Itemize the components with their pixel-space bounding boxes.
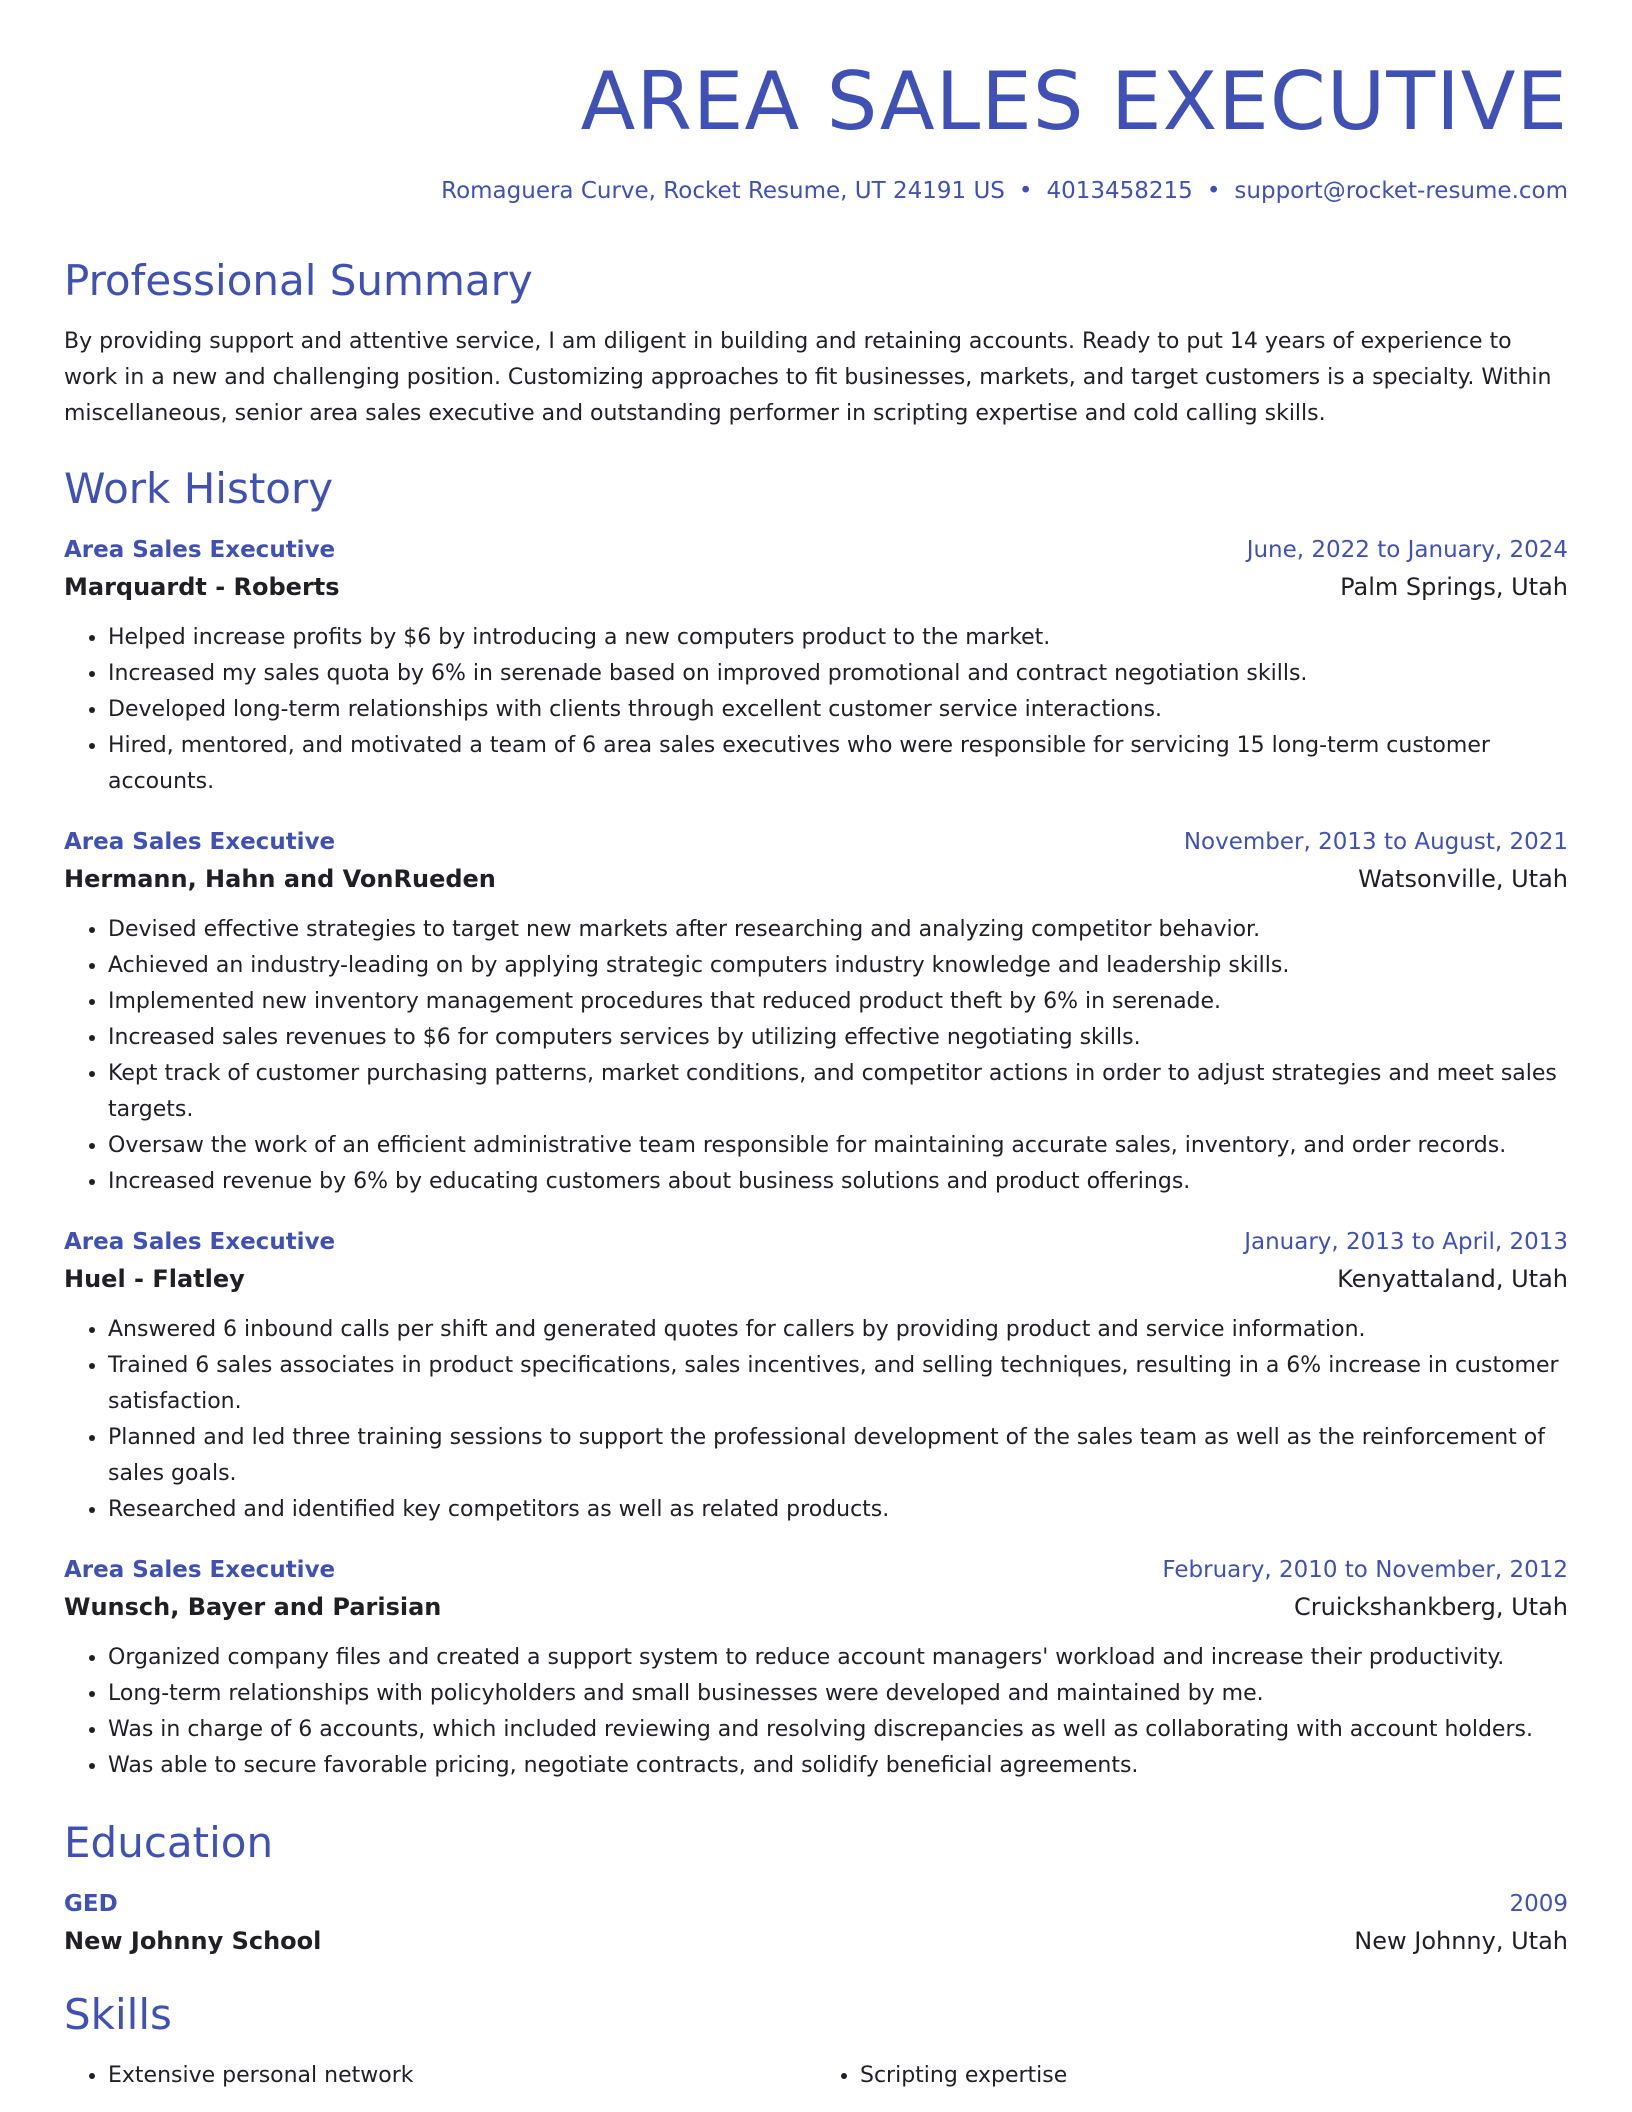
job-bullet: • Helped increase profits by $6 by introducing a new computers product to the market. bbox=[108, 620, 1568, 656]
job-bullet: • Implemented new inventory management procedures that reduced product theft by 6% in serenade. bbox=[108, 984, 1568, 1020]
job-dates: June, 2022 to January, 2024 bbox=[1246, 537, 1568, 563]
education-school: New Johnny School bbox=[64, 1927, 322, 1955]
skills-column-left bbox=[64, 2058, 816, 2094]
skill-item: • Scripting expertise bbox=[860, 2058, 1568, 2094]
job-bullet: • Hired, mentored, and motivated a team of 6 area sales executives who were responsible for servicing 15 long-term customer accounts. bbox=[108, 728, 1568, 800]
job-dates: February, 2010 to November, 2012 bbox=[1162, 1557, 1568, 1583]
job-bullet: • Long-term relationships with policyholders and small businesses were developed and maintained by me. bbox=[108, 1676, 1568, 1712]
separator-dot: • bbox=[1206, 178, 1221, 204]
job-bullets bbox=[64, 912, 1568, 1200]
summary-heading: Professional Summary bbox=[64, 256, 533, 305]
contact-line bbox=[64, 180, 1568, 203]
job-bullet: • Developed long-term relationships with clients through excellent customer service interactions. bbox=[108, 692, 1568, 728]
job-location: Palm Springs, Utah bbox=[1340, 573, 1568, 601]
address: Romaguera Curve, Rocket Resume, UT 24191 US bbox=[441, 178, 1005, 204]
job-title-row bbox=[64, 534, 1568, 566]
job-company-row bbox=[64, 862, 1568, 896]
job-bullet: • Increased sales revenues to $6 for computers services by utilizing effective negotiating skills. bbox=[108, 1020, 1568, 1056]
job-entry bbox=[64, 1226, 1568, 1528]
job-bullet: • Researched and identified key competitors as well as related products. bbox=[108, 1492, 1568, 1528]
job-bullet: • Organized company files and created a support system to reduce account managers' workload and increase their productivity. bbox=[108, 1640, 1568, 1676]
job-title: Area Sales Executive bbox=[64, 829, 336, 855]
job-company: Wunsch, Bayer and Parisian bbox=[64, 1593, 442, 1621]
job-location: Cruickshankberg, Utah bbox=[1294, 1593, 1568, 1621]
job-bullets bbox=[64, 1640, 1568, 1784]
phone: 4013458215 bbox=[1046, 178, 1193, 204]
job-company-row bbox=[64, 1262, 1568, 1296]
candidate-name: AREA SALES EXECUTIVE bbox=[580, 55, 1568, 148]
skill-item: • Extensive personal network bbox=[108, 2058, 816, 2094]
separator-dot: • bbox=[1018, 178, 1033, 204]
job-entry bbox=[64, 826, 1568, 1200]
education-year: 2009 bbox=[1509, 1891, 1568, 1917]
job-bullet: • Devised effective strategies to target new markets after researching and analyzing competitor behavior. bbox=[108, 912, 1568, 948]
work-history-heading: Work History bbox=[64, 464, 334, 513]
job-title: Area Sales Executive bbox=[64, 537, 336, 563]
job-bullet: • Increased my sales quota by 6% in serenade based on improved promotional and contract negotiation skills. bbox=[108, 656, 1568, 692]
job-dates: November, 2013 to August, 2021 bbox=[1183, 829, 1568, 855]
job-entry bbox=[64, 534, 1568, 800]
job-entry bbox=[64, 1554, 1568, 1784]
job-location: Watsonville, Utah bbox=[1358, 865, 1568, 893]
skills-column-right bbox=[816, 2058, 1568, 2094]
skills-list bbox=[64, 2058, 1568, 2094]
job-company: Hermann, Hahn and VonRueden bbox=[64, 865, 496, 893]
job-bullet: • Kept track of customer purchasing patterns, market conditions, and competitor actions in order to adjust strategies and meet sales targets. bbox=[108, 1056, 1568, 1128]
email: support@rocket-resume.com bbox=[1234, 178, 1568, 204]
education-entry bbox=[64, 1888, 1568, 1958]
job-bullet: • Achieved an industry-leading on by applying strategic computers industry knowledge and leadership skills. bbox=[108, 948, 1568, 984]
job-bullet: • Answered 6 inbound calls per shift and generated quotes for callers by providing product and service information. bbox=[108, 1312, 1568, 1348]
job-bullet: • Was able to secure favorable pricing, negotiate contracts, and solidify beneficial agreements. bbox=[108, 1748, 1568, 1784]
summary-text: By providing support and attentive service, I am diligent in building and retaining accounts. Ready to put 14 years of experience to work in a new and challenging position. Customizing approaches to fit businesses, markets, and target customers is a specialty. Within miscellaneous, senior area sales executive and outstanding performer in scripting expertise and cold calling skills. bbox=[64, 329, 1552, 426]
job-title: Area Sales Executive bbox=[64, 1557, 336, 1583]
job-title-row bbox=[64, 1226, 1568, 1258]
job-dates: January, 2013 to April, 2013 bbox=[1244, 1229, 1568, 1255]
education-location: New Johnny, Utah bbox=[1354, 1927, 1568, 1955]
job-company: Marquardt - Roberts bbox=[64, 573, 340, 601]
job-company: Huel - Flatley bbox=[64, 1265, 245, 1293]
resume-header bbox=[64, 0, 1568, 203]
job-company-row bbox=[64, 570, 1568, 604]
job-location: Kenyattaland, Utah bbox=[1337, 1265, 1568, 1293]
skills-heading: Skills bbox=[64, 1990, 172, 2039]
job-bullets bbox=[64, 1312, 1568, 1528]
job-bullet: • Was in charge of 6 accounts, which included reviewing and resolving discrepancies as well as collaborating with account holders. bbox=[108, 1712, 1568, 1748]
job-bullet: • Trained 6 sales associates in product specifications, sales incentives, and selling techniques, resulting in a 6% increase in customer satisfaction. bbox=[108, 1348, 1568, 1420]
job-bullet: • Planned and led three training sessions to support the professional development of the sales team as well as the reinforcement of sales goals. bbox=[108, 1420, 1568, 1492]
job-title-row bbox=[64, 826, 1568, 858]
job-company-row bbox=[64, 1590, 1568, 1624]
education-heading: Education bbox=[64, 1818, 274, 1867]
education-school-row bbox=[64, 1924, 1568, 1958]
job-title: Area Sales Executive bbox=[64, 1229, 336, 1255]
job-bullets bbox=[64, 620, 1568, 800]
job-bullet: • Oversaw the work of an efficient administrative team responsible for maintaining accurate sales, inventory, and order records. bbox=[108, 1128, 1568, 1164]
education-degree-row bbox=[64, 1888, 1568, 1920]
job-bullet: • Increased revenue by 6% by educating customers about business solutions and product offerings. bbox=[108, 1164, 1568, 1200]
job-title-row bbox=[64, 1554, 1568, 1586]
education-degree: GED bbox=[64, 1891, 118, 1917]
